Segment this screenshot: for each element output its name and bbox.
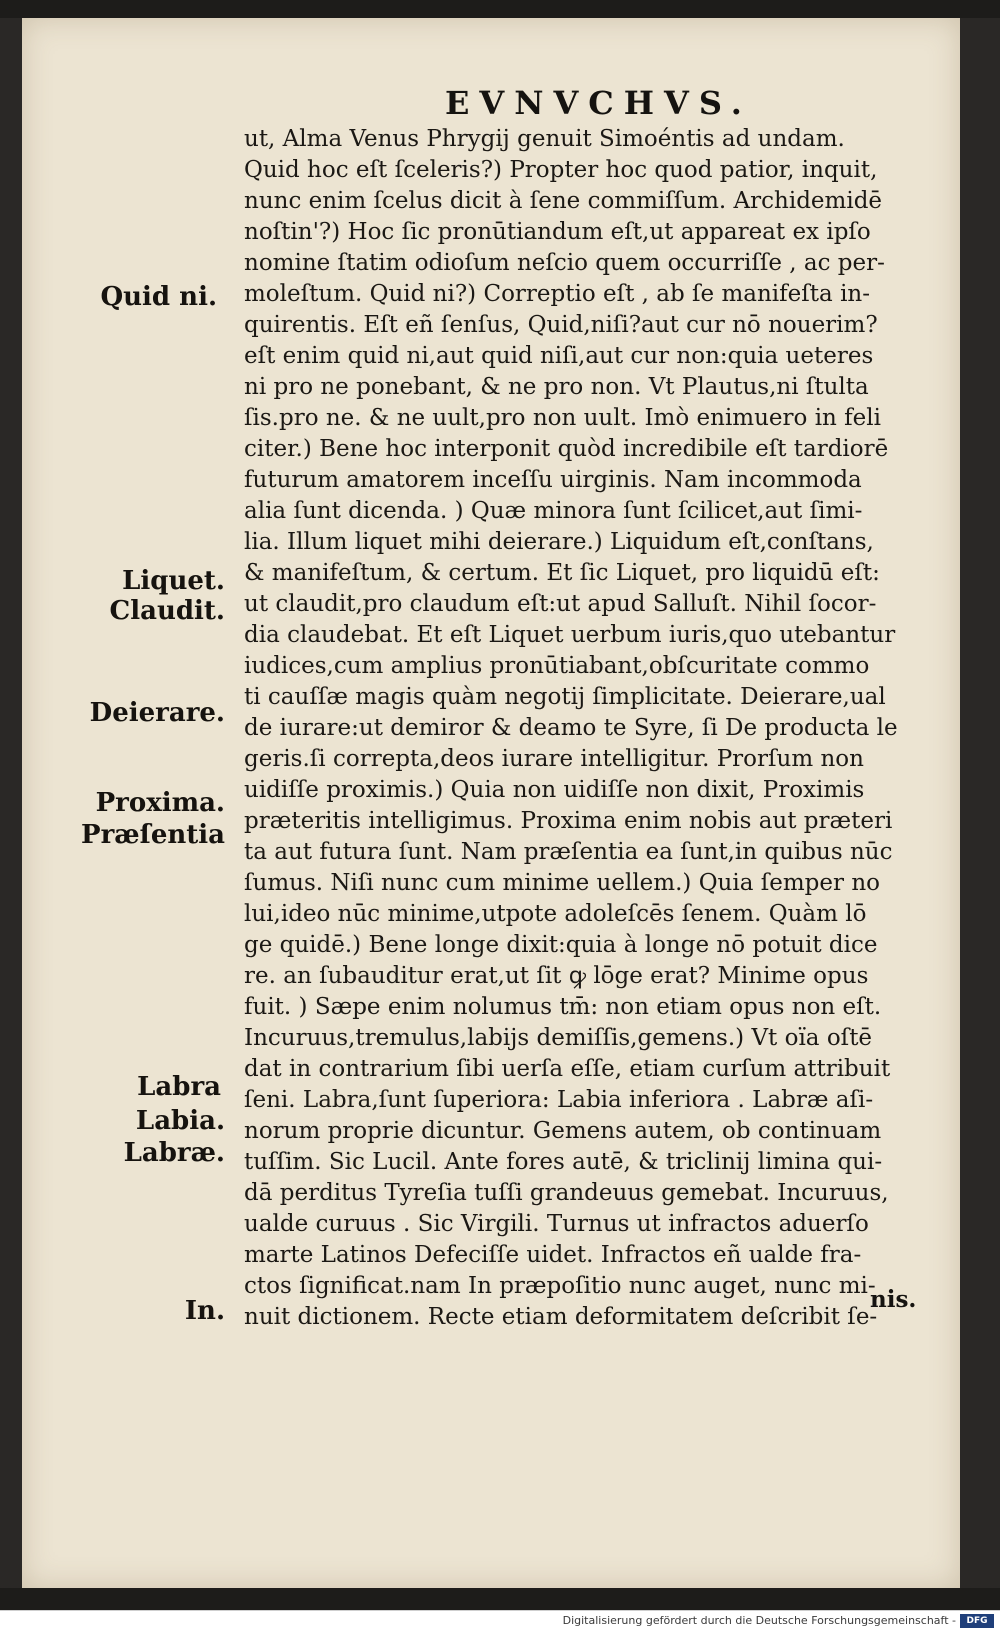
text-line: & manifeſtum, & certum. Et ſic Liquet, pro liquidū eſt: [244,560,880,586]
text-line: quirentis. Eſt eñ ſenſus, Quid,niſi?aut cur nō nouerim? [244,312,878,338]
text-line: nunc enim ſcelus dicit à ſene commiſſum. Archidemidē [244,188,883,214]
text-line: uidiſſe proximis.) Quia non uidiſſe non dixit, Proximis [244,777,865,803]
text-line: ni pro ne ponebant, & ne pro non. Vt Plautus,ni ſtulta [244,374,869,400]
margin-note: Liquet. [122,566,225,596]
text-line: re. an ſubauditur erat,ut ſit ꝙ lōge erat? Minime opus [244,963,869,989]
margin-note: Claudit. [109,596,225,626]
text-line: ge quidē.) Bene longe dixit:quia à longe nō potuit dice [244,932,878,958]
margin-note: Proxima. [95,788,225,818]
funding-credit: Digitalisierung gefördert durch die Deutsche Forschungsgemeinschaft - [562,1614,956,1627]
text-line: ualde curuus . Sic Virgili. Turnus ut infractos aduerſo [244,1211,869,1237]
text-line: dat in contrarium ſibi uerſa eſſe, etiam curſum attribuit [244,1056,891,1082]
margin-note: Labra [137,1072,221,1102]
margin-note: Labræ. [123,1138,225,1168]
text-line: lui,ideo nūc minime,utpote adoleſcēs ſenem. Quàm lō [244,901,867,927]
text-line: Incuruus,tremulus,labijs demiſſis,gemens.) Vt oïa oſtē [244,1025,873,1051]
text-line: futurum amatorem inceſſu uirginis. Nam incommoda [244,467,862,493]
text-line: nuit dictionem. Recte etiam deformitatem deſcribit ſe- [244,1304,878,1330]
text-line: norum proprie dicuntur. Gemens autem, ob continuam [244,1118,882,1144]
text-line: noſtin'?) Hoc ſic pronūtiandum eſt,ut appareat ex ipſo [244,219,871,245]
running-head: EVNVCHVS. [445,84,752,122]
text-line: moleſtum. Quid ni?) Correptio eſt , ab ſe manifeſta in- [244,281,871,307]
margin-note: Præſentia [81,820,225,850]
text-line: alia ſunt dicenda. ) Quæ minora ſunt ſcilicet,aut ſimi- [244,498,863,524]
footer-bar [0,1610,1000,1632]
text-line: ti cauſſæ magis quàm negotij ſimplicitate. Deierare,ual [244,684,886,710]
body-text [244,124,954,1333]
text-line: marte Latinos Defeciſſe uidet. Infractos eñ ualde fra- [244,1242,862,1268]
text-line: ſumus. Niſi nunc cum minime uellem.) Quia ſemper no [244,870,880,896]
text-line: ſeni. Labra,ſunt ſuperiora: Labia inferiora . Labræ aſi- [244,1087,874,1113]
text-line: ut, Alma Venus Phrygij genuit Simoéntis ad undam. [244,126,845,152]
text-line: Quid hoc eſt ſceleris?) Propter hoc quod patior, inquit, [244,157,878,183]
dfg-logo[interactable]: DFG [960,1614,994,1628]
text-line: citer.) Bene hoc interponit quòd incredibile eſt tardiorē [244,436,889,462]
text-line: dia claudebat. Et eſt Liquet uerbum iuris,quo utebantur [244,622,896,648]
text-line: præteritis intelligimus. Proxima enim nobis aut præteri [244,808,893,834]
text-line: eſt enim quid ni,aut quid niſi,aut cur non:quia ueteres [244,343,874,369]
text-line: lia. Illum liquet mihi deierare.) Liquidum eſt,conſtans, [244,529,874,555]
right-binding-edge [960,18,1000,1588]
margin-note: Quid ni. [100,282,217,312]
margin-note: Labia. [135,1106,225,1136]
text-line: dā perditus Tyreſia tuſſi grandeuus gemebat. Incuruus, [244,1180,889,1206]
text-line: ta aut futura ſunt. Nam præſentia ea ſunt,in quibus nūc [244,839,893,865]
text-line: de iurare:ut demiror & deamo te Syre, ſi De producta le [244,715,898,741]
text-line: ut claudit,pro claudum eſt:ut apud Salluſt. Nihil ſocor- [244,591,877,617]
catchword: nis. [870,1286,917,1313]
text-line: ctos ſignificat.nam In præpoſitio nunc auget, nunc mi- [244,1273,876,1299]
left-binding-edge [0,18,22,1588]
margin-note: Deierare. [89,698,225,728]
text-line: nomine ſtatim odioſum neſcio quem occurriſſe , ac per- [244,250,885,276]
text-line: geris.ſi correpta,deos iurare intelligitur. Prorſum non [244,746,864,772]
text-line: ſis.pro ne. & ne uult,pro non uult. Imò enimuero in feli [244,405,882,431]
margin-note: In. [184,1296,225,1326]
text-line: iudices,cum amplius pronūtiabant,obſcuritate commo [244,653,870,679]
text-line: tuſſim. Sic Lucil. Ante fores autē, & triclinij limina qui- [244,1149,883,1175]
text-line: fuit. ) Sæpe enim nolumus tm̄: non etiam opus non eſt. [244,994,882,1020]
